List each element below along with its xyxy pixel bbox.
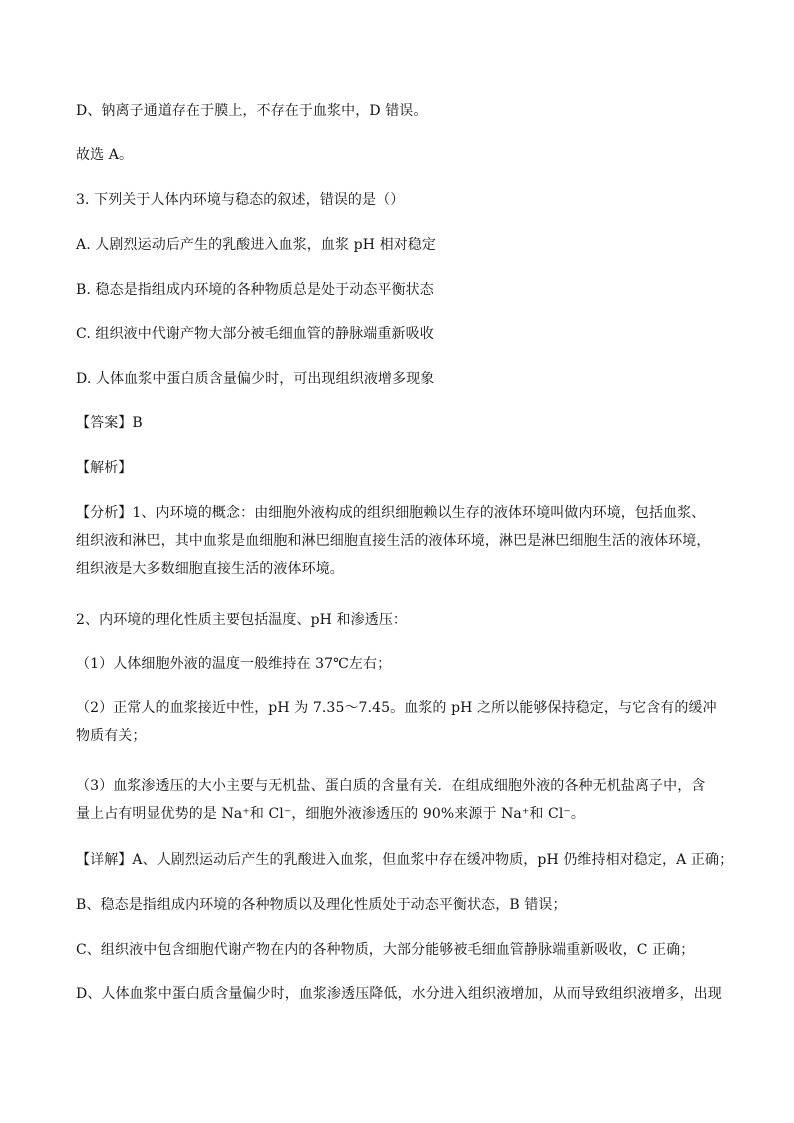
analysis-sub-3: （3）血浆渗透压的大小主要与无机盐、蛋白质的含量有关．在组成细胞外液的各种无机盐离子中，含量上占有明显优势的是 Na⁺和 Cl⁻，细胞外液渗透压的 90%来源于 Na⁺和 Cl⁻。 xyxy=(76,778,706,822)
question-3-option-d: D. 人体血浆中蛋白质含量偏少时，可出现组织液增多现象 xyxy=(76,371,435,387)
detail-option-b: B、稳态是指组成内环境的各种物质以及理化性质处于动态平衡状态，B 错误； xyxy=(76,897,567,913)
answer-label: 【答案】B xyxy=(76,415,143,431)
analysis-heading: 【解析】 xyxy=(76,460,133,476)
analysis-point-2: 2、内环境的理化性质主要包括温度、pH 和渗透压： xyxy=(76,612,408,628)
answer-choice-a: 故选 A。 xyxy=(76,147,134,163)
analysis-sub-2: （2）正常人的血浆接近中性，pH 为 7.35～7.45。血浆的 pH 之所以能够保持稳定，与它含有的缓冲物质有关； xyxy=(76,700,717,744)
question-3-stem: 3. 下列关于人体内环境与稳态的叙述，错误的是（） xyxy=(76,192,405,208)
detail-option-a: 【详解】A、人剧烈运动后产生的乳酸进入血浆，但血浆中存在缓冲物质，pH 仍维持相对稳定，A 正确； xyxy=(76,852,734,868)
question-3-option-b: B. 稳态是指组成内环境的各种物质总是处于动态平衡状态 xyxy=(76,282,434,298)
option-d-explanation: D、钠离子通道存在于膜上，不存在于血浆中，D 错误。 xyxy=(76,103,428,119)
analysis-point-1: 【分析】1、内环境的概念：由细胞外液构成的组织细胞赖以生存的液体环境叫做内环境，包括血浆、组织液和淋巴，其中血浆是血细胞和淋巴细胞直接生活的液体环境，淋巴是淋巴细胞生活的液体环境，组织液是大多数细胞直接生活的液体环境。 xyxy=(76,505,711,577)
analysis-sub-1: （1）人体细胞外液的温度一般维持在 37℃左右； xyxy=(76,656,392,672)
question-3-option-c: C. 组织液中代谢产物大部分被毛细血管的静脉端重新吸收 xyxy=(76,326,434,342)
detail-option-c: C、组织液中包含细胞代谢产物在内的各种物质，大部分能够被毛细血管静脉端重新吸收，C 正确； xyxy=(76,942,695,958)
detail-option-d: D、人体血浆中蛋白质含量偏少时，血浆渗透压降低，水分进入组织液增加，从而导致组织液增多，出现 xyxy=(76,986,722,1002)
question-3-option-a: A. 人剧烈运动后产生的乳酸进入血浆，血浆 pH 相对稳定 xyxy=(76,237,436,253)
